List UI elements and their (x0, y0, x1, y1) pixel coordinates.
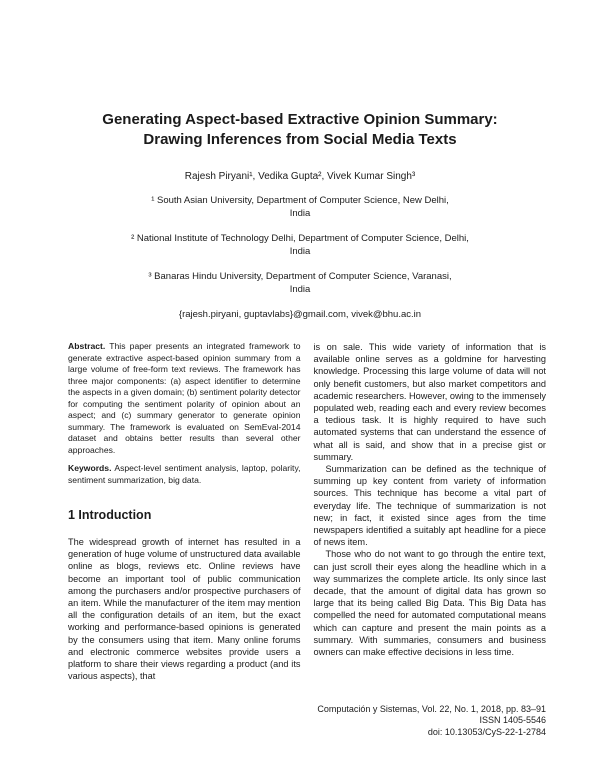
affiliation-2 (0, 232, 600, 258)
journal-issn: ISSN 1405-5546 (479, 715, 546, 725)
affiliation-2-line1: ² National Institute of Technology Delhi, Department of Computer Science, Delhi, (131, 233, 469, 244)
paper-title (0, 0, 600, 150)
right-column (314, 341, 547, 682)
affiliation-1-line2: India (289, 208, 311, 219)
author-emails: {rajesh.piryani, guptavlabs}@gmail.com, vivek@bhu.ac.in (178, 309, 422, 320)
paper-title-line1: Generating Aspect-based Extractive Opinion Summary: (102, 111, 498, 128)
left-column (68, 341, 301, 682)
affiliation-2-line2: India (289, 246, 311, 257)
authors-line: Rajesh Piryani¹, Vedika Gupta², Vivek Kumar Singh³ (184, 171, 416, 182)
affiliation-3-line2: India (289, 284, 311, 295)
abstract-text: This paper presents an integrated framework to generate extractive aspect-based opinion summary from a large volume of free-form text reviews. The framework has three major components: (a) aspect identifier to determine the aspects in a given domain; (b) sentiment polarity detector for computing the sentiment polarity of opinion about an aspect; and (c) summary generator to generate opinion summary. The framework is evaluated on SemEval-2014 dataset and obtains better results than several other approaches. (68, 341, 301, 455)
keywords-text: Aspect-level sentiment analysis, laptop, polarity, sentiment summarization, big data. (68, 463, 301, 485)
right-column-paragraph-1: is on sale. This wide variety of information that is available online serves as a goldmine for harvesting knowledge. Processing this large volume of data will not only benefit customers, but also market competitors and academic researchers. However, owing to the immensely populated web, reading each and every review becomes a tedious task. It is highly required to have such automated systems that can understand the essence of what all is said, and show that in a precise gist or summary. (313, 342, 546, 462)
introduction-paragraph: The widespread growth of internet has resulted in a generation of huge volume of unstructured data available online as blogs, reviews etc. Online reviews have become an important tool of public communication among the purchasers and/or prospective purchasers of an item. While the manufacturer of the item may mention all the configuration details of an item, but the exact working and performance-based opinions is generated by the consumers using that item. Many online forums and electronic commerce websites provide users a platform to share their views regarding a product (and its various aspects), that (68, 537, 301, 682)
keywords-label: Keywords. (68, 463, 112, 473)
right-column-paragraph-2: Summarization can be defined as the technique of summing up key content from variety of information sources. This technique has become a vital part of everyday life. The technique of summarization is not new; in fact, it existed since ages from the time newspapers identified a suitably apt headline for a piece of news item. (313, 464, 546, 548)
section-heading-introduction: 1 Introduction (68, 508, 152, 522)
journal-citation: Computación y Sistemas, Vol. 22, No. 1, 2018, pp. 83–91 (317, 703, 546, 714)
paper-title-line2: Drawing Inferences from Social Media Texts (143, 131, 457, 148)
abstract-label: Abstract. (68, 341, 106, 351)
right-column-paragraph-3: Those who do not want to go through the entire text, can just scroll their eyes along the headline which in a way summarizes the complete article. Its only since last decade, that the amount of digital data has grown so large that its being called Big Data. This Big Data has compelled the need for automated computational means which can capture and present the main points as a summary. With summaries, consumers and business owners can make effective decisions in less time. (313, 549, 546, 658)
affiliation-3 (0, 270, 600, 296)
affiliation-1-line1: ¹ South Asian University, Department of Computer Science, New Delhi, (151, 195, 449, 206)
two-column-body (68, 341, 546, 682)
abstract-paragraph (68, 341, 301, 456)
affiliation-1 (0, 194, 600, 220)
affiliation-3-line1: ³ Banaras Hindu University, Department of Computer Science, Varanasi, (148, 271, 452, 282)
journal-doi: doi: 10.13053/CyS-22-1-2784 (427, 726, 546, 737)
keywords-paragraph (68, 463, 301, 486)
journal-footer (317, 704, 546, 739)
